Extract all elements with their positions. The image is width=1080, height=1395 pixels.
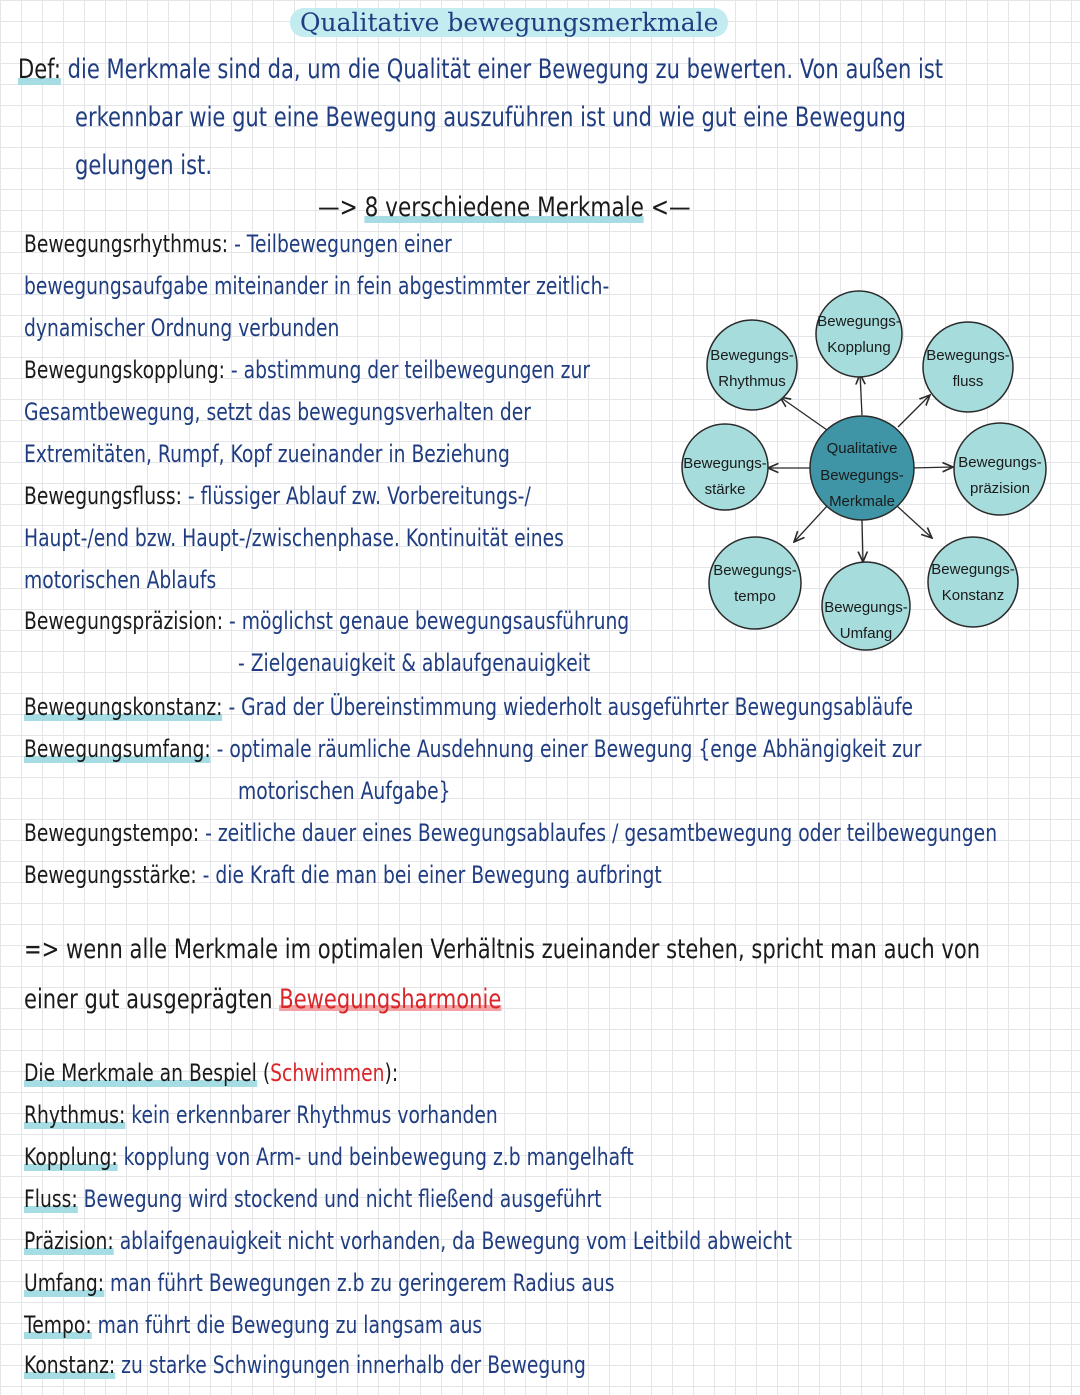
item-rhythmus-text-1: - Teilbewegungen einer	[234, 230, 452, 258]
node-label: Bewegungs-	[926, 347, 1010, 364]
node-label: Umfang	[839, 625, 893, 642]
example-row-text: man führt Bewegungen z.b zu geringerem Radius aus	[110, 1269, 615, 1297]
node-label: Kopplung	[827, 339, 891, 356]
conclusion-line-1	[24, 935, 980, 965]
node-label: Bewegungs-	[824, 599, 908, 616]
item-kopplung-line-1	[24, 355, 590, 385]
subheading-arrow-right: <—	[650, 192, 691, 223]
example-row	[24, 1226, 792, 1256]
node-label: Rhythmus	[718, 373, 786, 390]
example-sport: Schwimmen	[270, 1059, 385, 1087]
example-row-text: man führt die Bewegung zu langsam aus	[97, 1311, 483, 1339]
arrow-kopplung	[860, 374, 862, 415]
node-tempo	[709, 537, 801, 629]
item-praezision-line-1	[24, 606, 629, 636]
item-umfang-text-1: - optimale räumliche Ausdehnung einer Bewegung {enge Abhängigkeit zur	[216, 735, 922, 763]
center-label-1: Qualitative	[826, 440, 898, 457]
example-row-term: Umfang:	[24, 1269, 105, 1297]
item-konstanz-text-1: - Grad der Übereinstimmung wiederholt ausgeführter Bewegungsabläufe	[228, 693, 914, 721]
node-fluss	[923, 322, 1013, 412]
merkmale-mindmap	[670, 280, 1055, 665]
example-paren-open: (	[262, 1059, 271, 1087]
arrow-umfang	[862, 520, 863, 562]
item-staerke-line-1	[24, 860, 662, 890]
example-row-term: Präzision:	[24, 1227, 114, 1255]
node-umfang	[822, 562, 910, 650]
item-tempo-line-1	[24, 818, 997, 848]
item-fluss-text-1: - flüssiger Ablauf zw. Vorbereitungs-/	[187, 482, 531, 510]
subheading-text: 8 verschiedene Merkmale	[364, 192, 644, 223]
definition-text-3: gelungen ist.	[75, 150, 213, 181]
item-tempo-text-1: - zeitliche dauer eines Bewegungsablaufes / gesamtbewegung oder teilbewegungen	[205, 819, 998, 847]
item-kopplung-text-2: Gesamtbewegung, setzt das bewegungsverhalten der	[24, 398, 531, 426]
example-row	[24, 1268, 614, 1298]
node-label: Bewegungs-	[710, 347, 794, 364]
arrow-rhythmus	[780, 397, 827, 430]
node-label: Bewegungs-	[817, 313, 901, 330]
example-row-term: Tempo:	[24, 1311, 92, 1339]
item-konstanz-line-1	[24, 692, 913, 722]
node-label: Bewegungs-	[683, 455, 767, 472]
item-umfang-line-1	[24, 734, 921, 764]
node-label: tempo	[734, 588, 776, 605]
subheading	[318, 193, 691, 223]
example-row-term: Fluss:	[24, 1185, 78, 1213]
item-umfang-text-2: motorischen Aufgabe}	[238, 777, 451, 805]
example-row-text: Bewegung wird stockend und nicht fließend ausgeführt	[83, 1185, 602, 1213]
example-heading	[24, 1058, 398, 1088]
item-kopplung-term: Bewegungskopplung:	[24, 356, 225, 384]
item-fluss-text-2: Haupt-/end bzw. Haupt-/zwischenphase. Kontinuität eines	[24, 524, 564, 552]
item-staerke-text-1: - die Kraft die man bei einer Bewegung aufbringt	[202, 861, 662, 889]
item-konstanz-term: Bewegungskonstanz:	[24, 693, 223, 721]
example-row-term: Konstanz:	[24, 1351, 116, 1379]
subheading-arrow-left: —>	[318, 192, 358, 223]
example-row	[24, 1350, 586, 1380]
item-rhythmus-term: Bewegungsrhythmus:	[24, 230, 229, 258]
example-row	[24, 1142, 634, 1172]
example-heading-text: Die Merkmale an Bespiel	[24, 1059, 257, 1087]
definition-text-2: erkennbar wie gut eine Bewegung auszuführen ist und wie gut eine Bewegung	[75, 102, 906, 133]
center-label-3: Merkmale	[829, 493, 895, 510]
arrow-konstanz	[897, 506, 932, 538]
page-title: Qualitative bewegungsmerkmale	[290, 8, 728, 37]
item-rhythmus-text-2: bewegungsaufgabe miteinander in fein abgestimmter zeitlich-	[24, 272, 610, 300]
definition-text-1: die Merkmale sind da, um die Qualität einer Bewegung zu bewerten. Von außen ist	[67, 54, 944, 85]
example-row	[24, 1310, 482, 1340]
item-kopplung-text-3: Extremitäten, Rumpf, Kopf zueinander in Beziehung	[24, 440, 510, 468]
item-fluss-line-1	[24, 481, 531, 511]
conclusion-highlight: Bewegungsharmonie	[279, 984, 502, 1015]
center-node	[810, 416, 914, 520]
example-row	[24, 1184, 602, 1214]
item-kopplung-text-1: - abstimmung der teilbewegungen zur	[230, 356, 591, 384]
example-row-term: Rhythmus:	[24, 1101, 126, 1129]
node-praezision	[954, 423, 1046, 515]
item-staerke-term: Bewegungsstärke:	[24, 861, 197, 889]
arrow-fluss	[898, 395, 930, 427]
node-label: Bewegungs-	[958, 454, 1042, 471]
node-label: stärke	[704, 481, 746, 498]
item-praezision-text-2: - Zielgenauigkeit & ablaufgenauigkeit	[238, 649, 591, 677]
node-label: präzision	[969, 480, 1031, 497]
item-fluss-text-3: motorischen Ablaufs	[24, 566, 217, 594]
definition-line-1	[18, 55, 943, 85]
conclusion-text-2: einer gut ausgeprägten	[24, 984, 273, 1015]
node-staerke	[682, 424, 768, 510]
definition-label: Def:	[18, 54, 61, 85]
item-umfang-term: Bewegungsumfang:	[24, 735, 211, 763]
node-rhythmus	[707, 320, 797, 410]
arrow-tempo	[794, 505, 828, 542]
item-rhythmus-text-3: dynamischer Ordnung verbunden	[24, 314, 340, 342]
arrow-praezision	[910, 467, 953, 468]
item-praezision-term: Bewegungspräzision:	[24, 607, 224, 635]
conclusion-line-2	[24, 985, 501, 1015]
example-paren-close: ):	[384, 1059, 399, 1087]
example-row	[24, 1100, 498, 1130]
example-row-text: zu starke Schwingungen innerhalb der Bewegung	[121, 1351, 586, 1379]
item-praezision-text-1: - möglichst genaue bewegungsausführung	[229, 607, 630, 635]
item-rhythmus-line-1	[24, 229, 452, 259]
center-label-2: Bewegungs-	[820, 467, 904, 484]
node-konstanz	[928, 537, 1018, 627]
example-row-text: kein erkennbarer Rhythmus vorhanden	[131, 1101, 498, 1129]
node-label: Bewegungs-	[713, 562, 797, 579]
node-label: Bewegungs-	[931, 561, 1015, 578]
example-row-term: Kopplung:	[24, 1143, 118, 1171]
node-label: Konstanz	[941, 587, 1005, 604]
node-label: fluss	[952, 373, 984, 390]
node-kopplung	[816, 291, 902, 377]
example-row-text: ablaifgenauigkeit nicht vorhanden, da Bewegung vom Leitbild abweicht	[119, 1227, 792, 1255]
item-fluss-term: Bewegungsfluss:	[24, 482, 182, 510]
item-tempo-term: Bewegungstempo:	[24, 819, 200, 847]
example-row-text: kopplung von Arm- und beinbewegung z.b mangelhaft	[123, 1143, 634, 1171]
conclusion-text-1: => wenn alle Merkmale im optimalen Verhältnis zueinander stehen, spricht man auch von	[24, 934, 981, 965]
